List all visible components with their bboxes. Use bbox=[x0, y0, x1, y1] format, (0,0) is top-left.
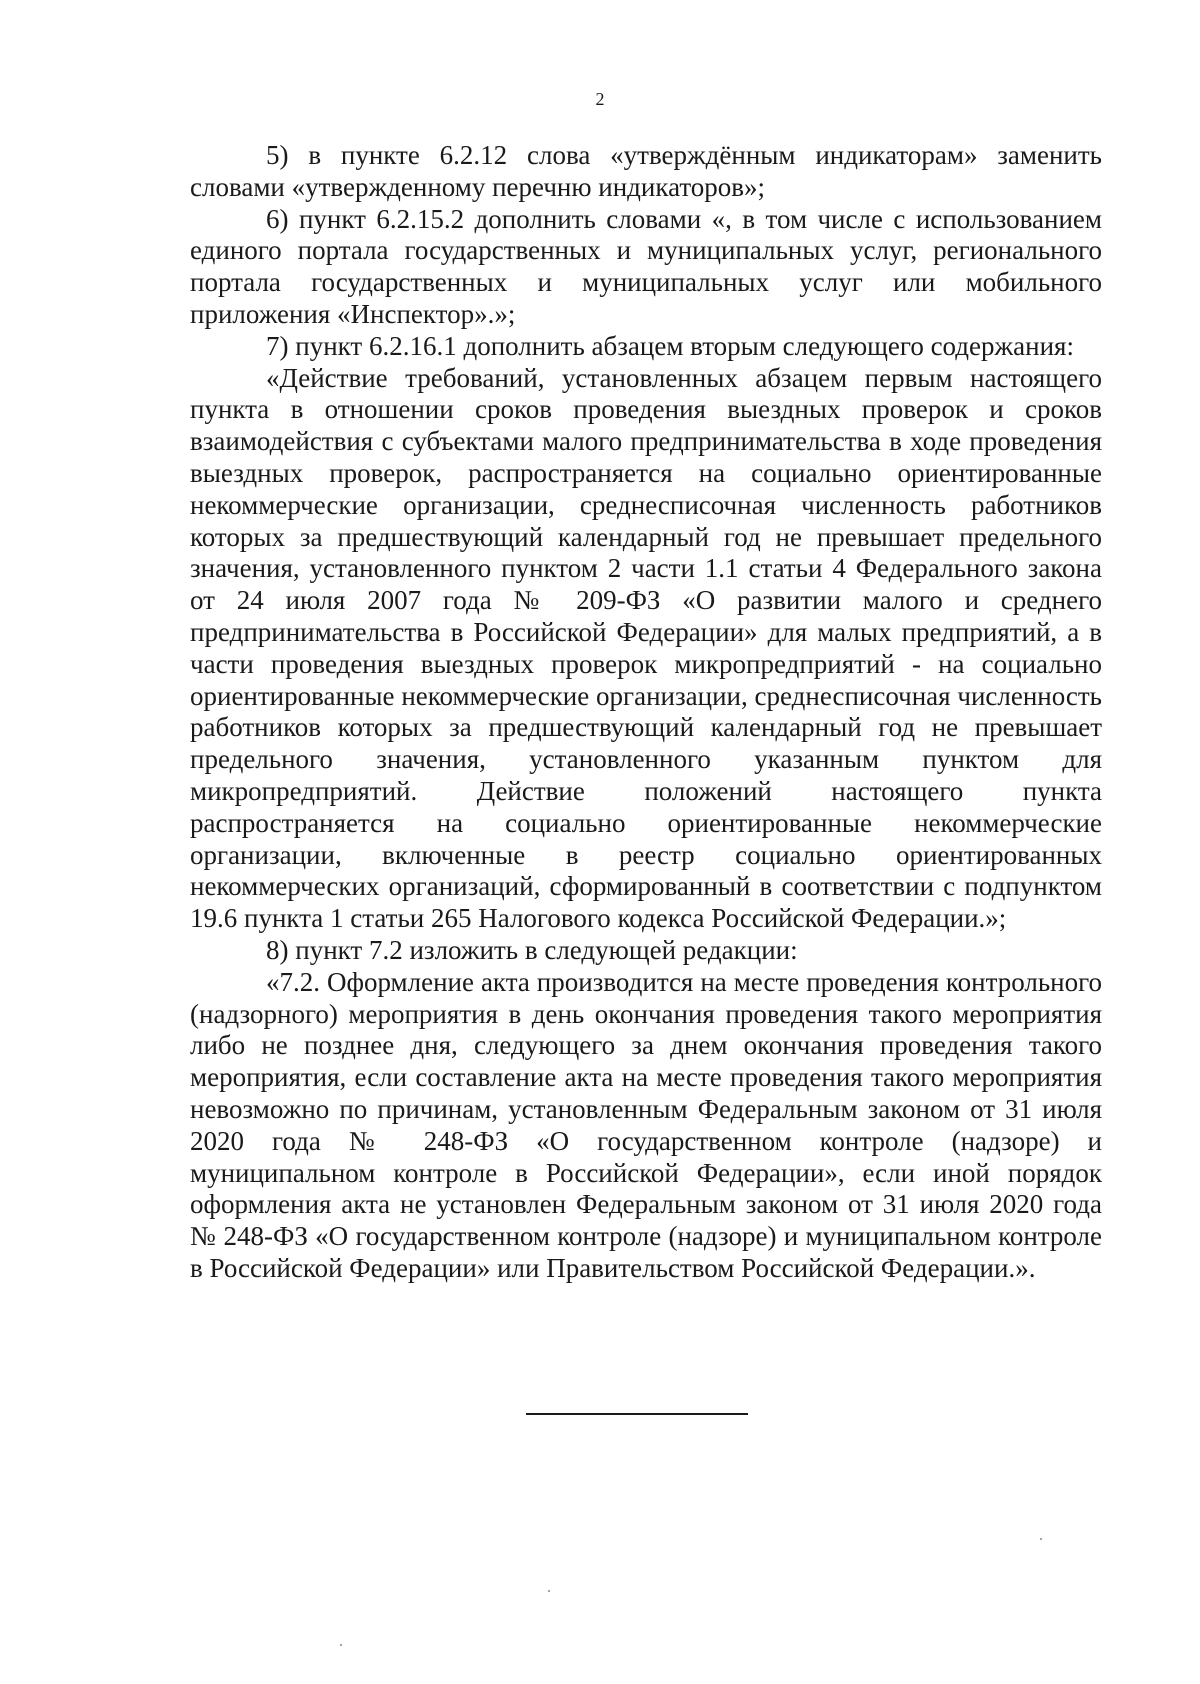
page-number: 2 bbox=[595, 89, 605, 109]
scan-speck bbox=[1040, 1538, 1042, 1540]
paragraph-item-6: 6) пункт 6.2.15.2 дополнить словами «, в том числе с использованием единого портала государственных и муниципальных услуг, регионального портала государственных и муниципальных услуг или мобильного приложения «Инспектор».»; bbox=[190, 203, 1102, 329]
paragraph-item-8-new-text: «7.2. Оформление акта производится на месте проведения контрольного (надзорного) мероприятия в день окончания проведения такого мероприятия либо не позднее дня, следующего за днем окончания проведения такого мероприятия, если составление акта на месте проведения такого мероприятия невозможно по причинам, установленным Федеральным законом от 31 июля 2020 года № 248-ФЗ «О государственном контроле (надзоре) и муниципальном контроле в Российской Федерации», если иной порядок оформления акта не установлен Федеральным законом от 31 июля 2020 года № 248-ФЗ «О государственном контроле (надзоре) и муниципальном контроле в Российской Федерации» или Правительством Российской Федерации.». bbox=[190, 966, 1102, 1283]
paragraph-item-8: 8) пункт 7.2 изложить в следующей редакции: bbox=[266, 934, 798, 965]
document-body bbox=[190, 140, 1102, 1285]
paragraph-item-5: 5) в пункте 6.2.12 слова «утверждённым индикаторам» заменить словами «утвержденному перечню индикаторов»; bbox=[190, 140, 1102, 202]
scan-speck bbox=[340, 1644, 342, 1646]
paragraph-item-7-new-text: «Действие требований, установленных абзацем первым настоящего пункта в отношении сроков проведения выездных проверок и сроков взаимодействия с субъектами малого предпринимательства в ходе проведения выездных проверок, распространяется на социально ориентированные некоммерческие организации, среднесписочная численность работников которых за предшествующий календарный год не превышает предельного значения, установленного пунктом 2 части 1.1 статьи 4 Федерального закона от 24 июля 2007 года № 209-ФЗ «О развитии малого и среднего предпринимательства в Российской Федерации» для малых предприятий, а в части проведения выездных проверок микропредприятий - на социально ориентированные некоммерческие организации, среднесписочная численность работников которых за предшествующий календарный год не превышает предельного значения, установленного указанным пунктом для микропредприятий. Действие положений настоящего пункта распространяется на социально ориентированные некоммерческие организации, включенные в реестр социально ориентированных некоммерческих организаций, сформированный в соответствии с подпунктом 19.6 пункта 1 статьи 265 Налогового кодекса Российской Федерации.»; bbox=[190, 362, 1102, 934]
closing-divider bbox=[526, 1413, 748, 1415]
scan-speck bbox=[548, 1590, 550, 1592]
paragraph-item-7: 7) пункт 6.2.16.1 дополнить абзацем вторым следующего содержания: bbox=[266, 330, 1074, 361]
